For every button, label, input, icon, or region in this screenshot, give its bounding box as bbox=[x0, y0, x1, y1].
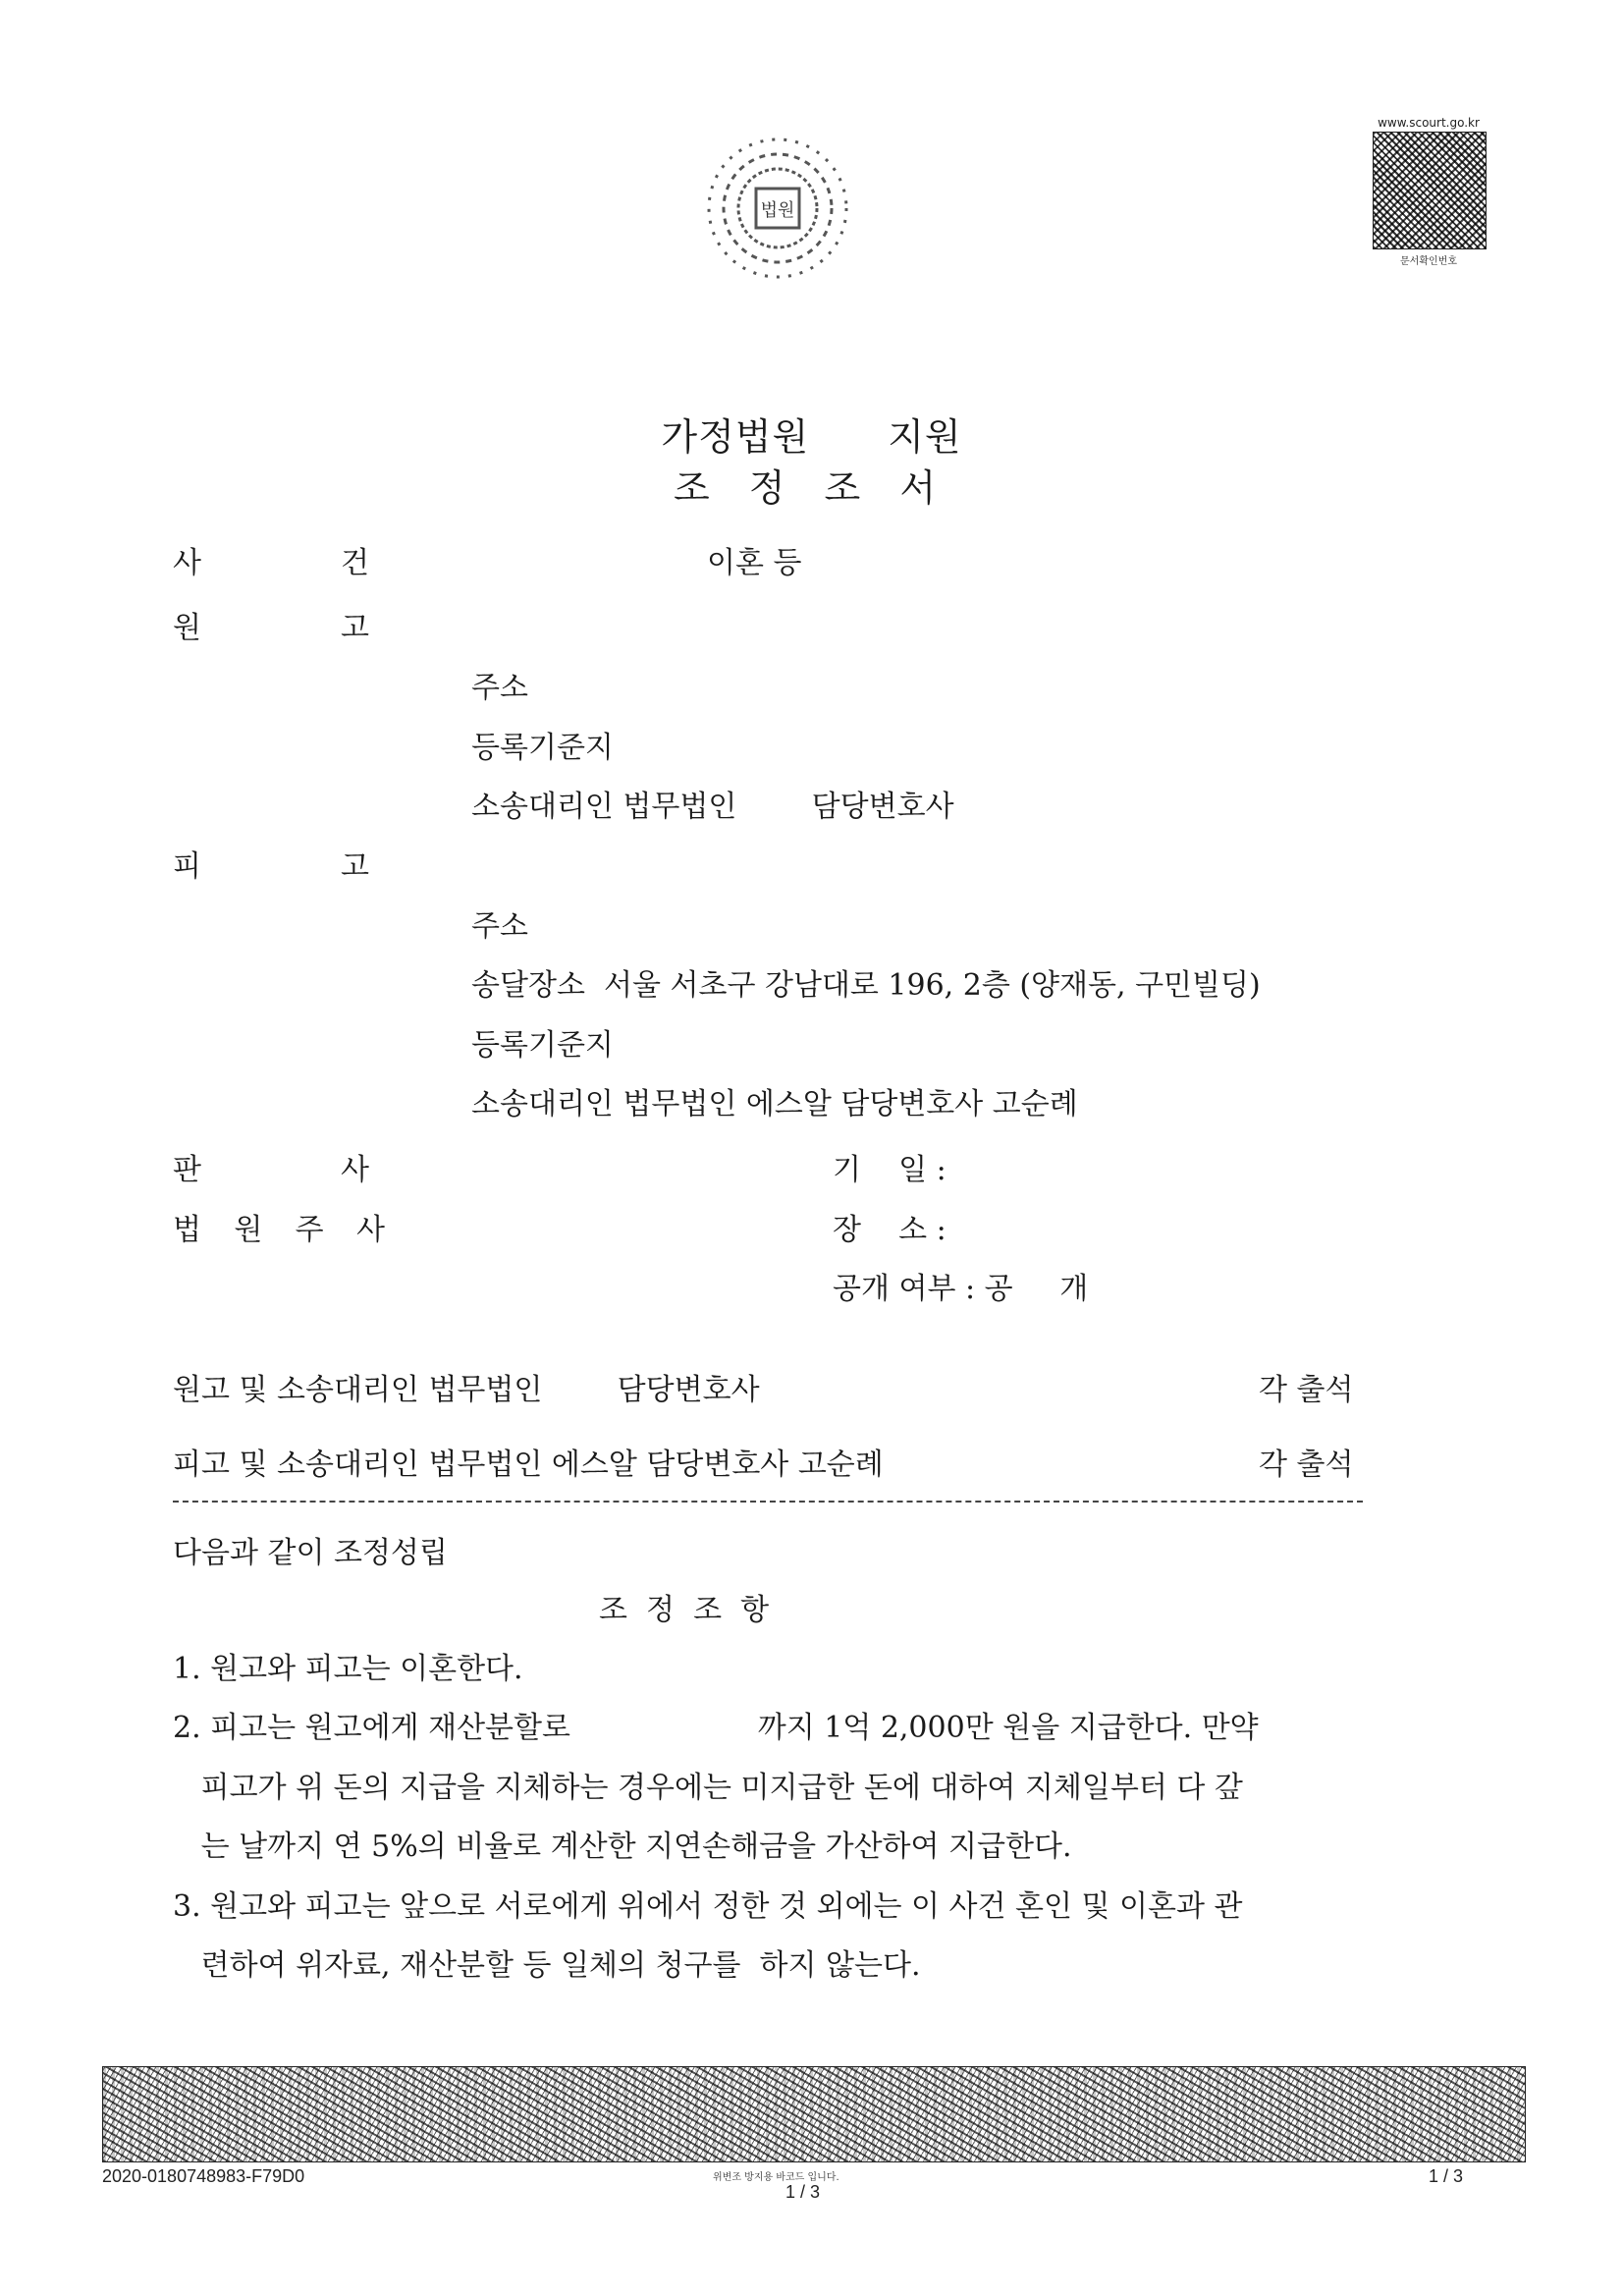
defendant-counsel: 소송대리인 법무법인 에스알 담당변호사 고순례 bbox=[471, 1087, 1078, 1121]
attendance-defendant-status: 각 출석 bbox=[1259, 1448, 1354, 1482]
label-case: 사 건 bbox=[173, 546, 369, 580]
qr-label: 문서확인번호 bbox=[1400, 256, 1457, 267]
clause-1: 1. 원고와 피고는 이혼한다. bbox=[173, 1652, 523, 1686]
section-title: 조 정 조 항 bbox=[599, 1593, 770, 1627]
court-name: 가정법원 bbox=[661, 415, 810, 459]
plaintiff-counsel: 소송대리인 법무법인 담당변호사 bbox=[471, 790, 954, 824]
document-number: 2020-0180748983-F79D0 bbox=[102, 2166, 305, 2186]
clause-3-line-1: 3. 원고와 피고는 앞으로 서로에게 위에서 정한 것 외에는 이 사건 혼인 및 이혼과 관 bbox=[173, 1889, 1243, 1924]
plaintiff-address: 주소 bbox=[471, 671, 528, 705]
defendant-service-address: 송달장소 서울 서초구 강남대로 196, 2층 (양재동, 구민빌딩) bbox=[471, 968, 1261, 1003]
hearing-place: 장 소 : bbox=[833, 1213, 947, 1247]
label-clerk: 법 원 주 사 bbox=[173, 1213, 385, 1247]
label-judge: 판 사 bbox=[173, 1153, 369, 1187]
anti-forgery-notice: 위변조 방지용 바코드 입니다. bbox=[713, 2172, 839, 2183]
defendant-address: 주소 bbox=[471, 909, 528, 944]
clause-2-line-2: 피고가 위 돈의 지급을 지체하는 경우에는 미지급한 돈에 대하여 지체일부터 다 갚 bbox=[173, 1771, 1243, 1805]
defendant-registry: 등록기준지 bbox=[471, 1028, 614, 1063]
dashed-divider bbox=[173, 1501, 1363, 1503]
plaintiff-registry: 등록기준지 bbox=[471, 731, 614, 765]
anti-forgery-barcode bbox=[102, 2066, 1526, 2162]
attendance-plaintiff: 원고 및 소송대리인 법무법인 담당변호사 bbox=[173, 1373, 760, 1407]
court-emblem bbox=[699, 130, 856, 287]
page-number-right: 1 / 3 bbox=[1429, 2166, 1464, 2186]
branch-name: 지원 bbox=[888, 415, 962, 459]
settlement-intro: 다음과 같이 조정성립 bbox=[173, 1536, 448, 1570]
clause-2-line-1: 2. 피고는 원고에게 재산분할로 까지 1억 2,000만 원을 지급한다. 만약 bbox=[173, 1711, 1259, 1745]
hearing-public: 공개 여부 : 공 개 bbox=[833, 1272, 1089, 1306]
clause-3-line-2: 련하여 위자료, 재산분할 등 일체의 청구를 하지 않는다. bbox=[173, 1948, 921, 1983]
page-number-center: 1 / 3 bbox=[785, 2182, 821, 2202]
label-defendant: 피 고 bbox=[173, 849, 369, 884]
court-title bbox=[0, 407, 1623, 461]
document-title: 조 정 조 서 bbox=[673, 466, 950, 510]
qr-url: www.scourt.go.kr bbox=[1378, 116, 1480, 130]
case-name: 이혼 등 bbox=[707, 546, 802, 580]
verification-code-image bbox=[1373, 132, 1487, 249]
clause-2-line-3: 는 날까지 연 5%의 비율로 계산한 지연손해금을 가산하여 지급한다. bbox=[173, 1830, 1072, 1864]
attendance-defendant: 피고 및 소송대리인 법무법인 에스알 담당변호사 고순례 bbox=[173, 1448, 884, 1482]
label-plaintiff: 원 고 bbox=[173, 611, 369, 645]
attendance-plaintiff-status: 각 출석 bbox=[1259, 1373, 1354, 1407]
hearing-date: 기 일 : bbox=[833, 1153, 947, 1187]
emblem-text: 법원 bbox=[760, 200, 795, 221]
